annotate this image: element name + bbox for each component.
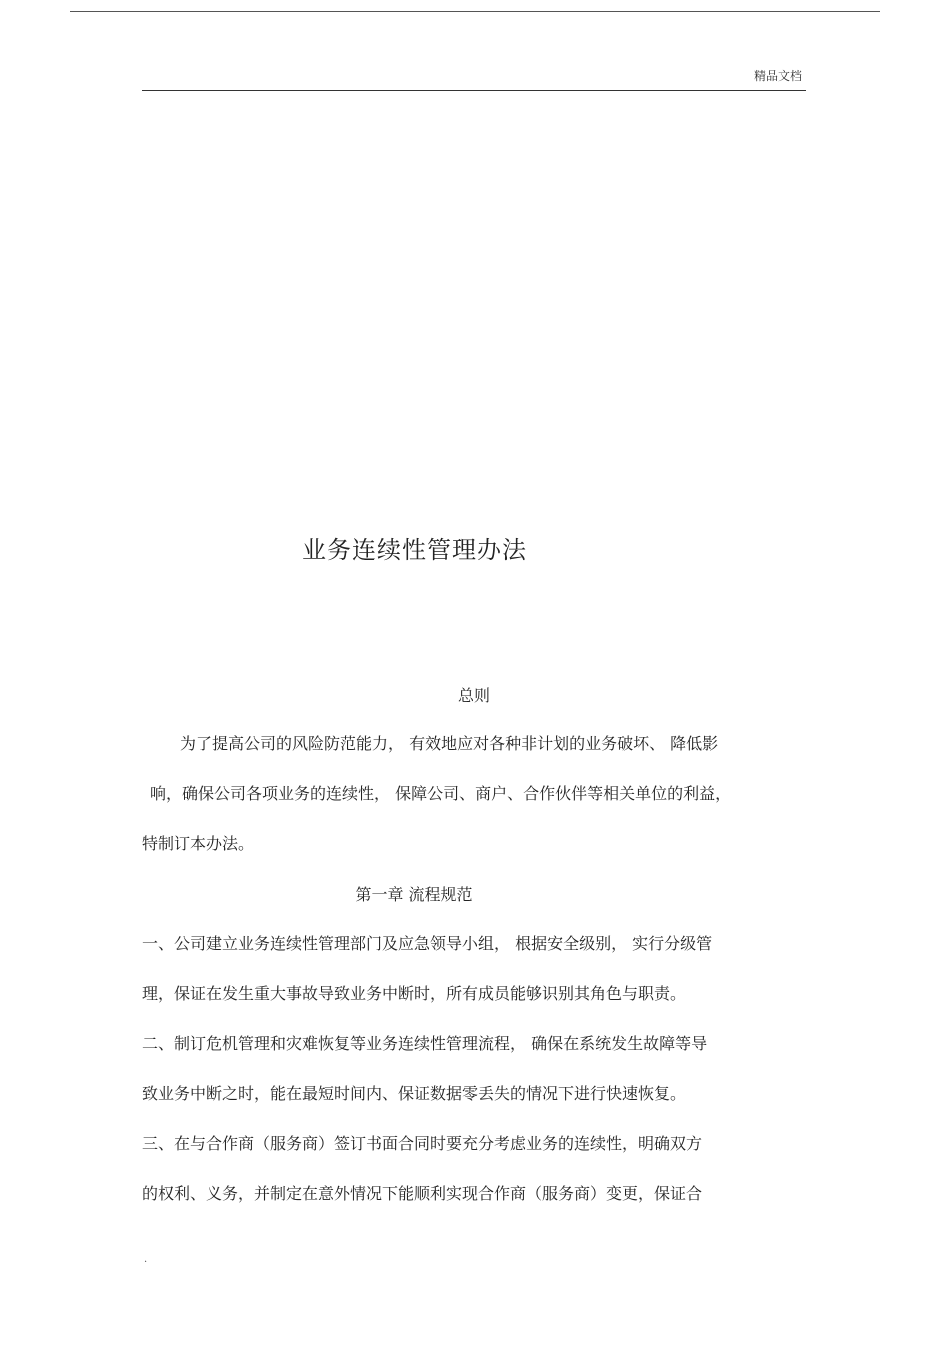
general-heading: 总则 [457, 686, 490, 705]
chapter1-heading: 第一章 流程规范 [355, 885, 473, 904]
chapter1-paragraph-line: 一、公司建立业务连续性管理部门及应急领导小组， 根据安全级别， 实行分级管 [142, 934, 713, 953]
general-paragraph-line: 特制订本办法。 [142, 834, 255, 853]
chapter1-paragraph-line: 的权利、义务，并制定在意外情况下能顺利实现合作商（服务商）变更，保证合 [142, 1184, 703, 1203]
chapter1-paragraph-line: 致业务中断之时，能在最短时间内、保证数据零丢失的情况下进行快速恢复。 [142, 1084, 687, 1103]
document-title: 业务连续性管理办法 [302, 536, 527, 564]
footer-mark: . [144, 1254, 148, 1265]
top-border-rule [70, 11, 880, 12]
general-paragraph-line: 为了提高公司的风险防范能力， 有效地应对各种非计划的业务破坏、 降低影 [180, 734, 719, 753]
chapter1-paragraph-line: 三、在与合作商（服务商）签订书面合同时要充分考虑业务的连续性，明确双方 [142, 1134, 703, 1153]
chapter1-paragraph-line: 二、制订危机管理和灾难恢复等业务连续性管理流程， 确保在系统发生故障等导 [142, 1034, 708, 1053]
header-label: 精品文档 [753, 69, 802, 83]
header-rule [142, 90, 806, 91]
chapter1-paragraph-line: 理，保证在发生重大事故导致业务中断时，所有成员能够识别其角色与职责。 [142, 984, 687, 1003]
general-paragraph-line: 响，确保公司各项业务的连续性， 保障公司、商户、合作伙伴等相关单位的利益， [150, 784, 732, 803]
